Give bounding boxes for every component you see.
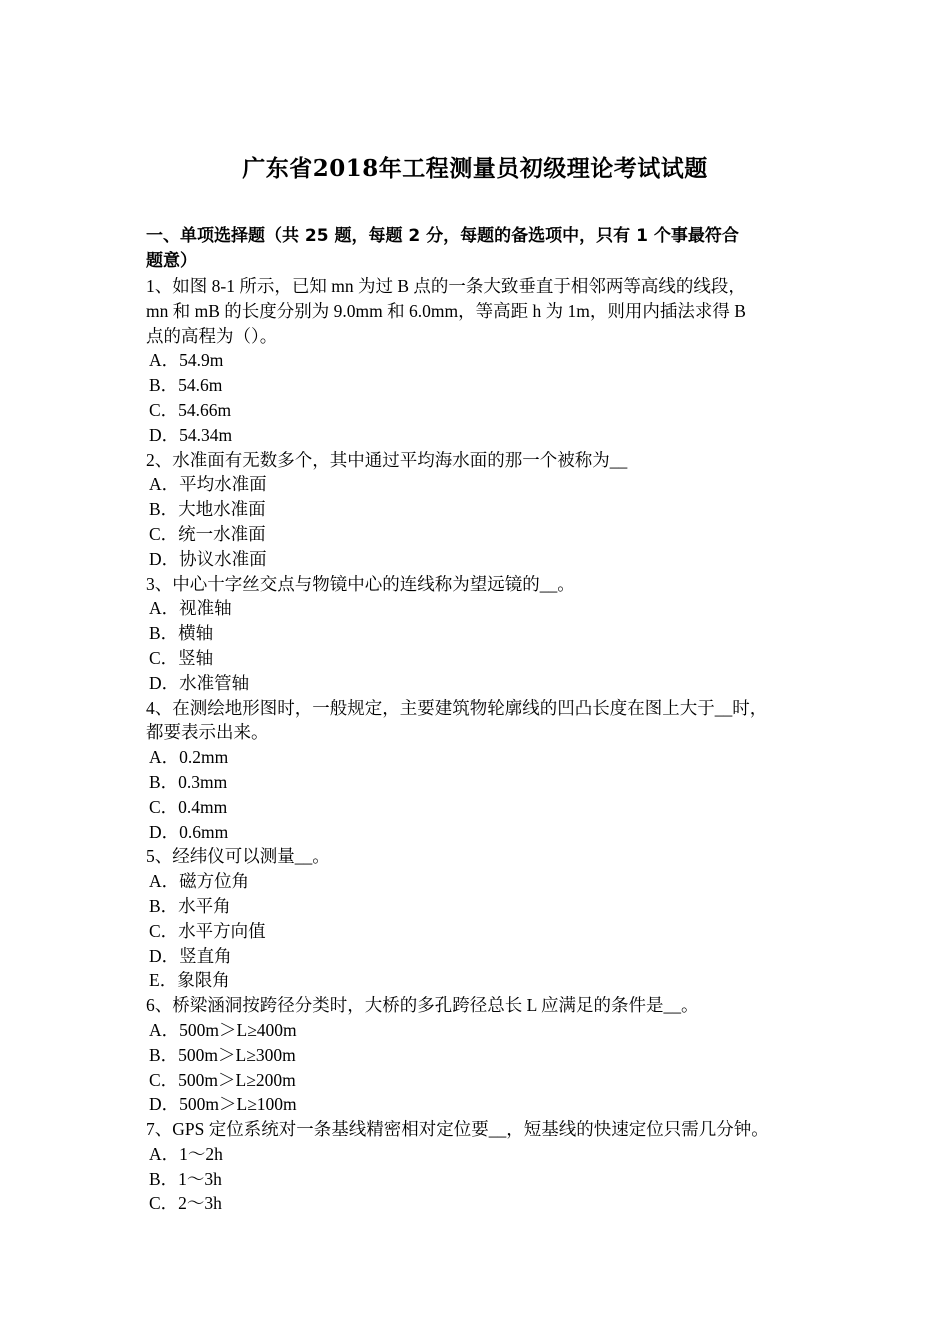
option-c: C．统一水准面 (149, 523, 266, 544)
question-stem: 4、在测绘地形图时，一般规定，主要建筑物轮廓线的凹凸长度在图上大于__时， (146, 697, 768, 718)
option-c: C．500m＞L≥200m (149, 1069, 296, 1090)
option-d: D．竖直角 (149, 945, 232, 966)
option-a: A．1～2h (149, 1143, 223, 1164)
section-heading-line: 题意） (146, 251, 197, 271)
section-heading (146, 224, 814, 274)
document-title: 广东省2018年工程测量员初级理论考试试题 (242, 155, 708, 182)
option-a: A．平均水准面 (149, 474, 267, 495)
question-1 (146, 274, 814, 448)
option-d: D．500m＞L≥100m (149, 1094, 297, 1115)
question-3 (146, 572, 814, 696)
question-4 (146, 696, 814, 845)
option-c: C．竖轴 (149, 647, 214, 668)
option-d: D．协议水准面 (149, 548, 267, 569)
question-stem: 都要表示出来。 (146, 722, 269, 743)
question-stem: 2、水准面有无数多个，其中通过平均海水面的那一个被称为__ (146, 449, 628, 470)
question-7 (146, 1117, 814, 1216)
question-stem: 点的高程为（）。 (146, 325, 278, 346)
question-6 (146, 993, 814, 1117)
option-b: B．0.3mm (149, 771, 228, 792)
option-b: B．54.6m (149, 375, 223, 396)
question-stem: 3、中心十字丝交点与物镜中心的连线称为望远镜的__。 (146, 573, 575, 594)
section-heading-line: 一、单项选择题（共 25 题，每题 2 分，每题的备选项中，只有 1 个事最符合 (146, 226, 739, 246)
option-d: D．0.6mm (149, 821, 229, 842)
option-a: A．磁方位角 (149, 871, 250, 892)
option-e: E．象限角 (149, 970, 230, 991)
option-b: B．500m＞L≥300m (149, 1044, 296, 1065)
question-stem: 1、如图 8-1 所示，已知 mn 为过 B 点的一条大致垂直于相邻两等高线的线段， (146, 276, 746, 296)
question-stem: 6、桥梁涵洞按跨径分类时，大桥的多孔跨径总长 L 应满足的条件是__。 (146, 995, 699, 1016)
option-c: C．54.66m (149, 399, 232, 420)
question-2 (146, 448, 814, 572)
option-c: C．2～3h (149, 1193, 222, 1214)
document-body (146, 224, 814, 1216)
question-stem: mn 和 mB 的长度分别为 9.0mm 和 6.0mm，等高距 h 为 1m，则用内插法求得 B (146, 300, 746, 321)
option-d: D．54.34m (149, 424, 233, 445)
question-5 (146, 844, 814, 993)
option-a: A．视准轴 (149, 598, 232, 619)
question-stem: 7、GPS 定位系统对一条基线精密相对定位要__，短基线的快速定位只需几分钟。 (146, 1119, 769, 1140)
option-b: B．水平角 (149, 895, 231, 916)
option-b: B．大地水准面 (149, 499, 266, 520)
question-stem: 5、经纬仪可以测量__。 (146, 846, 330, 867)
option-b: B．横轴 (149, 623, 214, 644)
option-c: C．0.4mm (149, 796, 228, 817)
option-a: A．500m＞L≥400m (149, 1019, 297, 1040)
option-b: B．1～3h (149, 1168, 222, 1189)
option-c: C．水平方向值 (149, 920, 266, 941)
option-d: D．水准管轴 (149, 672, 250, 693)
option-a: A．54.9m (149, 350, 224, 371)
option-a: A．0.2mm (149, 747, 229, 768)
